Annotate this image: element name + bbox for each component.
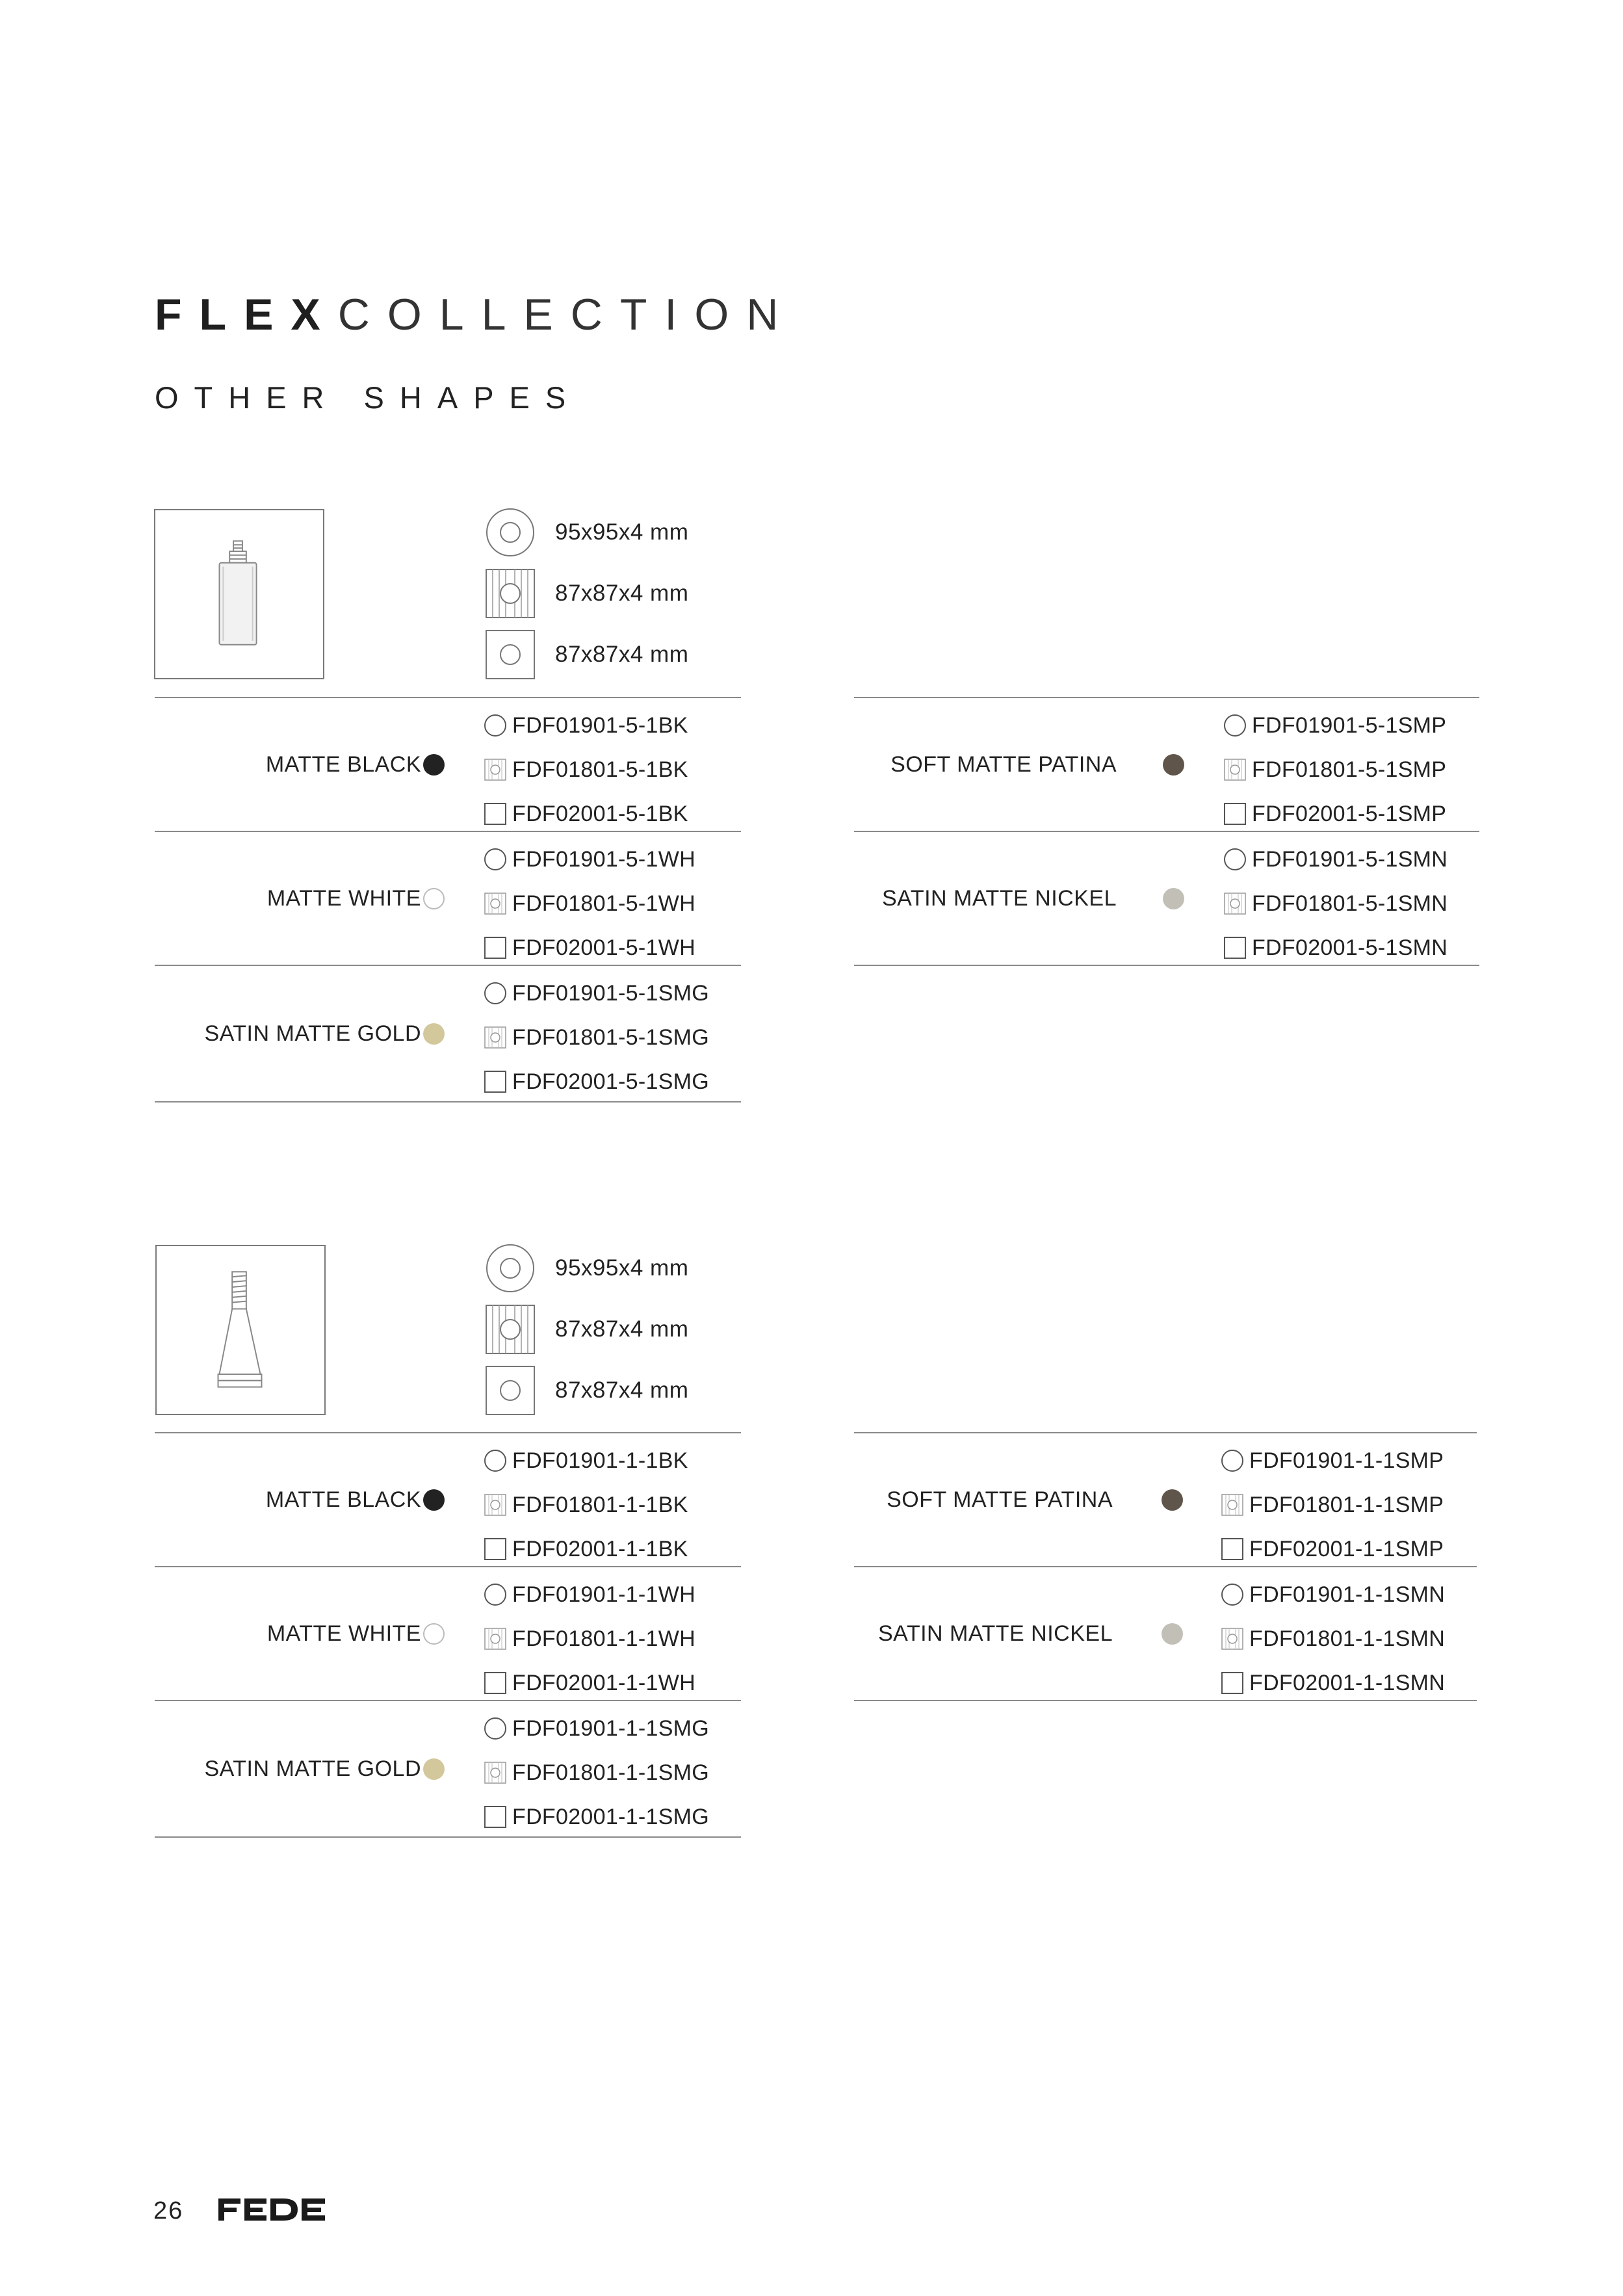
- lined-square-rosette-icon: [484, 892, 507, 915]
- product-code: FDF02001-5-1SMN: [1252, 935, 1448, 960]
- finish-label: SOFT MATTE PATINA: [887, 1487, 1113, 1512]
- product-code: FDF01901-1-1BK: [512, 1448, 688, 1473]
- satin-matte-nickel-swatch: [1163, 888, 1184, 909]
- round-rosette-icon: [1221, 1449, 1244, 1472]
- collection-title: [155, 290, 796, 339]
- finish-row: [854, 1433, 1477, 1567]
- product-code: FDF01801-1-1SMG: [512, 1760, 710, 1785]
- square-rosette-icon: [485, 1365, 536, 1416]
- product-code: FDF01901-5-1SMG: [512, 980, 710, 1006]
- finish-label: SATIN MATTE GOLD: [204, 1021, 421, 1046]
- lined-square-rosette-icon: [1221, 1627, 1244, 1650]
- product-code: FDF01901-1-1SMN: [1249, 1582, 1446, 1607]
- finish-row: [155, 832, 741, 966]
- product-code: FDF02001-1-1WH: [512, 1670, 695, 1695]
- square-rosette-icon: [485, 629, 536, 680]
- round-rosette-icon: [484, 714, 507, 737]
- finish-table-right: [854, 697, 1479, 966]
- lined-square-rosette-icon: [485, 568, 536, 619]
- finish-row: [155, 698, 741, 832]
- size-option: [485, 1243, 688, 1294]
- lined-square-rosette-icon: [484, 1493, 507, 1517]
- satin-matte-nickel-swatch: [1162, 1623, 1183, 1645]
- product-code: FDF01801-5-1SMN: [1252, 891, 1448, 916]
- matte-white-swatch: [423, 1623, 445, 1645]
- square-rosette-icon: [484, 802, 507, 826]
- size-label: 95x95x4 mm: [555, 519, 689, 545]
- product-code: FDF02001-5-1SMG: [512, 1069, 710, 1094]
- matte-black-swatch: [423, 754, 445, 776]
- size-list: [485, 1243, 688, 1416]
- product-code: FDF01901-5-1BK: [512, 712, 688, 738]
- soft-matte-patina-swatch: [1163, 754, 1184, 776]
- lined-square-rosette-icon: [484, 1627, 507, 1650]
- code-list: [484, 703, 688, 836]
- product-code: FDF01901-1-1SMG: [512, 1715, 710, 1741]
- round-rosette-icon: [485, 507, 536, 558]
- page-number: 26: [153, 2197, 184, 2224]
- finish-label: SATIN MATTE NICKEL: [877, 1621, 1113, 1646]
- square-rosette-icon: [1223, 936, 1247, 959]
- size-option: [485, 507, 688, 558]
- product-code: FDF01801-5-1SMG: [512, 1024, 710, 1050]
- lined-square-rosette-icon: [1223, 892, 1247, 915]
- product-code: FDF01901-5-1SMN: [1252, 846, 1448, 872]
- product-code: FDF01901-1-1SMP: [1249, 1448, 1444, 1473]
- finish-row: [155, 1567, 741, 1701]
- product-image-box: [154, 509, 324, 679]
- square-rosette-icon: [1223, 802, 1247, 826]
- round-rosette-icon: [485, 1243, 536, 1294]
- square-rosette-icon: [484, 936, 507, 959]
- product-code: FDF02001-1-1SMG: [512, 1804, 710, 1829]
- finish-label: SOFT MATTE PATINA: [890, 751, 1117, 777]
- finish-table-left: [155, 1432, 741, 1838]
- tapered-spout-icon: [157, 1246, 324, 1414]
- size-label: 87x87x4 mm: [555, 642, 689, 667]
- finish-row: [854, 1567, 1477, 1701]
- round-rosette-icon: [484, 1717, 507, 1740]
- product-code: FDF01801-1-1BK: [512, 1492, 688, 1517]
- product-code: FDF01801-5-1WH: [512, 891, 695, 916]
- product-image-box: [155, 1245, 326, 1415]
- size-label: 87x87x4 mm: [555, 1316, 689, 1342]
- round-rosette-icon: [1223, 714, 1247, 737]
- product-code: FDF01801-1-1SMN: [1249, 1626, 1446, 1651]
- lined-square-rosette-icon: [484, 1026, 507, 1049]
- product-code: FDF02001-1-1SMP: [1249, 1536, 1444, 1561]
- lined-square-rosette-icon: [484, 758, 507, 781]
- lined-square-rosette-icon: [1221, 1493, 1244, 1517]
- matte-white-swatch: [423, 888, 445, 909]
- code-list: [1221, 1439, 1444, 1571]
- size-option: [485, 629, 688, 680]
- code-list: [484, 971, 709, 1104]
- lined-square-rosette-icon: [1223, 758, 1247, 781]
- round-rosette-icon: [1221, 1583, 1244, 1606]
- bottle-spout-icon: [155, 510, 323, 678]
- finish-label: MATTE WHITE: [266, 885, 421, 911]
- square-rosette-icon: [484, 1671, 507, 1695]
- finish-row: [854, 832, 1479, 966]
- code-list: [484, 1706, 709, 1839]
- product-code: FDF01801-1-1SMP: [1249, 1492, 1444, 1517]
- soft-matte-patina-swatch: [1162, 1489, 1183, 1511]
- title-light: COLLECTION: [337, 290, 796, 339]
- finish-label: MATTE BLACK: [265, 751, 421, 777]
- product-code: FDF01801-1-1WH: [512, 1626, 695, 1651]
- round-rosette-icon: [484, 848, 507, 871]
- round-rosette-icon: [484, 1583, 507, 1606]
- size-label: 95x95x4 mm: [555, 1255, 689, 1281]
- finish-row: [155, 1433, 741, 1567]
- round-rosette-icon: [484, 982, 507, 1005]
- title-bold: FLEX: [155, 290, 338, 339]
- finish-label: MATTE BLACK: [265, 1487, 421, 1512]
- round-rosette-icon: [484, 1449, 507, 1472]
- satin-matte-gold-swatch: [423, 1023, 445, 1045]
- code-list: [1223, 703, 1446, 836]
- product-code: FDF02001-1-1BK: [512, 1536, 688, 1561]
- round-rosette-icon: [1223, 848, 1247, 871]
- finish-row: [155, 1701, 741, 1838]
- finish-label: SATIN MATTE NICKEL: [881, 885, 1117, 911]
- lined-square-rosette-icon: [485, 1304, 536, 1355]
- square-rosette-icon: [484, 1070, 507, 1093]
- size-option: [485, 1304, 688, 1355]
- size-option: [485, 1365, 688, 1416]
- code-list: [1223, 837, 1448, 970]
- product-code: FDF01801-5-1SMP: [1252, 757, 1447, 782]
- satin-matte-gold-swatch: [423, 1758, 445, 1780]
- code-list: [484, 1439, 688, 1571]
- size-label: 87x87x4 mm: [555, 1377, 689, 1403]
- product-code: FDF01801-5-1BK: [512, 757, 688, 782]
- lined-square-rosette-icon: [484, 1761, 507, 1784]
- section-subtitle: OTHER SHAPES: [155, 380, 582, 415]
- product-code: FDF02001-1-1SMN: [1249, 1670, 1446, 1695]
- code-list: [1221, 1572, 1445, 1705]
- square-rosette-icon: [1221, 1537, 1244, 1561]
- code-list: [484, 837, 695, 970]
- code-list: [484, 1572, 695, 1705]
- size-option: [485, 568, 688, 619]
- fede-logo-icon: [218, 2195, 329, 2224]
- brand-logo: [218, 2195, 329, 2224]
- product-code: FDF02001-5-1BK: [512, 801, 688, 826]
- square-rosette-icon: [1221, 1671, 1244, 1695]
- finish-label: SATIN MATTE GOLD: [204, 1756, 421, 1781]
- matte-black-swatch: [423, 1489, 445, 1511]
- size-list: [485, 507, 688, 680]
- square-rosette-icon: [484, 1805, 507, 1829]
- square-rosette-icon: [484, 1537, 507, 1561]
- product-code: FDF01901-1-1WH: [512, 1582, 695, 1607]
- product-code: FDF01901-5-1SMP: [1252, 712, 1447, 738]
- finish-label: MATTE WHITE: [266, 1621, 421, 1646]
- finish-row: [854, 698, 1479, 832]
- finish-row: [155, 966, 741, 1102]
- size-label: 87x87x4 mm: [555, 581, 689, 606]
- finish-table-left: [155, 697, 741, 1102]
- finish-table-right: [854, 1432, 1477, 1701]
- product-code: FDF01901-5-1WH: [512, 846, 695, 872]
- product-code: FDF02001-5-1WH: [512, 935, 695, 960]
- product-code: FDF02001-5-1SMP: [1252, 801, 1447, 826]
